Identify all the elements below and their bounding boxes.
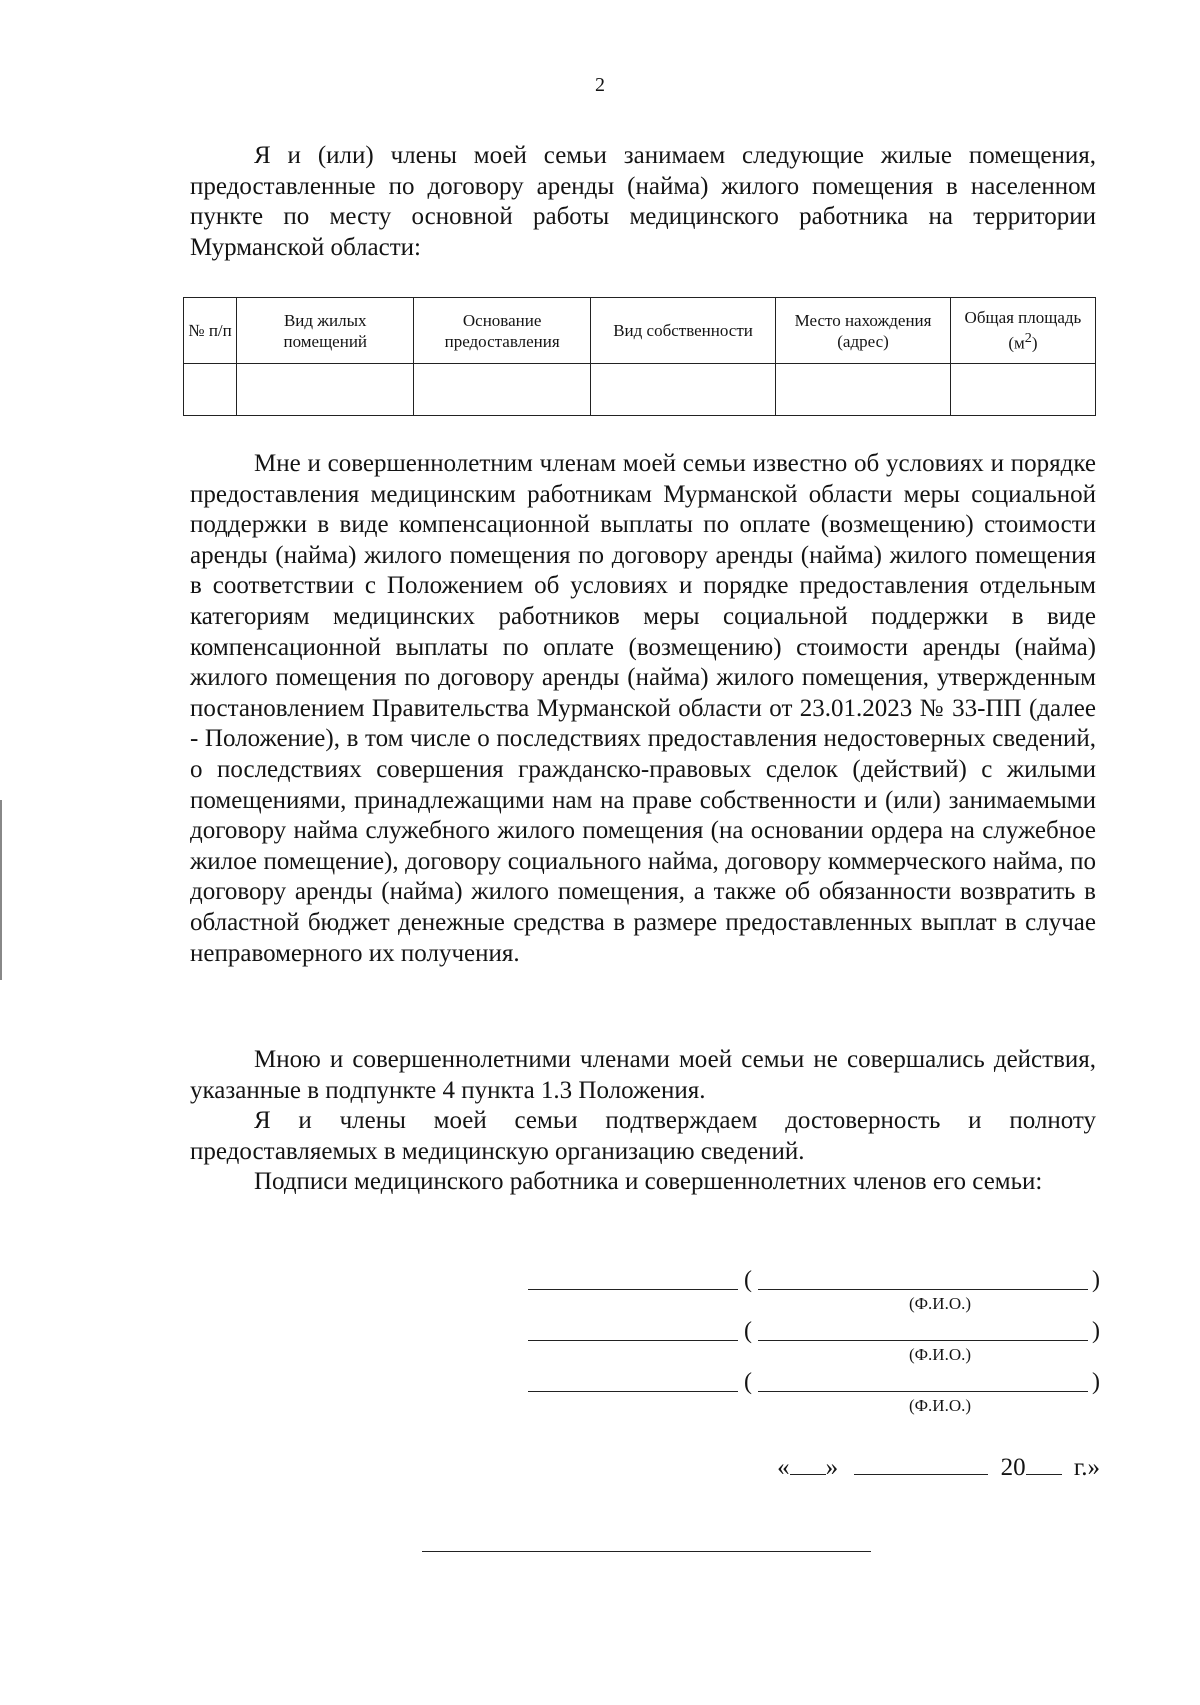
table-cell[interactable] [590,364,775,416]
signature-row-2[interactable]: ( ) [528,1317,1100,1341]
date-line: « » 20 г.» [777,1454,1100,1481]
scan-edge-mark [0,800,2,980]
fio-line[interactable] [758,1340,1088,1341]
fio-line[interactable] [758,1391,1088,1392]
signature-line[interactable] [528,1289,738,1290]
table-cell[interactable] [237,364,414,416]
col-address: Место нахождения (адрес) [776,298,951,364]
fio-label: (Ф.И.О.) [908,1345,972,1364]
signature-row-1[interactable]: ( ) [528,1266,1100,1290]
col-area: Общая площадь $(м^2)$ [950,298,1095,364]
table-cell[interactable] [950,364,1095,416]
table-row [184,364,1096,416]
housing-table [183,297,1096,416]
signature-row-3[interactable]: ( ) [528,1368,1100,1392]
fio-label: (Ф.И.О.) [908,1294,972,1313]
month-field[interactable] [854,1452,988,1475]
paragraph-conditions: Мне и совершеннолетним членам моей семьи известно об условиях и порядке предоставления медицинским работникам Мурманской области меры социальной поддержки в виде компенсационной выплаты по оплате (возмещению) стоимости аренды (найма) жилого помещения по договору аренды (найма) жилого помещения в соответствии с Положением об условиях и порядке предоставления отдельным категориям медицинских работников меры социальной поддержки в виде компенсационной выплаты по оплате (возмещению) стоимости аренды (найма) жилого помещения по договору аренды (найма) жилого помещения, утвержденным постановлением Правительства Мурманской области от 23.01.2023 № 33-ПП (далее - Положение), в том числе о последствиях предоставления недостоверных сведений, о последствиях совершения гражданско-правовых сделок (действий) с жилыми помещениями, принадлежащими нам на праве собственности и (или) занимаемыми договору найма служебного жилого помещения (на основании ордера на служебное жилое помещение), договору социального найма, договору коммерческого найма, по договору аренды (найма) жилого помещения, а также об обязанности возвратить в областной бюджет денежные средства в размере предоставленных выплат в случае неправомерного их получения. [190,450,1096,967]
fio-line[interactable] [758,1289,1088,1290]
paragraph-housing-intro: Я и (или) члены моей семьи занимаем следующие жилые помещения, предоставленные по договору аренды (найма) жилого помещения в населенном пункте по месту основной работы медицинского работника на территории Мурманской области: [190,142,1096,261]
year-field[interactable] [1026,1452,1062,1475]
col-housing-type: Вид жилых помещений [237,298,414,364]
col-number: № п/п [184,298,237,364]
fio-label: (Ф.И.О.) [908,1396,972,1415]
table-cell[interactable] [776,364,951,416]
signature-line[interactable] [528,1391,738,1392]
page-number: 2 [595,74,605,96]
paragraph-confirmation: Я и члены моей семьи подтверждаем достоверность и полноту предоставляемых в медицинскую организацию сведений. [190,1107,1096,1165]
col-ownership-type: Вид собственности [590,298,775,364]
day-field[interactable] [790,1452,826,1475]
closing-rule [422,1551,871,1552]
col-basis: Основание предоставления [414,298,590,364]
table-cell[interactable] [414,364,590,416]
paragraph-signatures-intro: Подписи медицинского работника и совершеннолетних членов его семьи: [254,1168,1043,1195]
table-cell[interactable] [184,364,237,416]
table-header-row [184,298,1096,364]
paragraph-no-actions: Мною и совершеннолетними членами моей семьи не совершались действия, указанные в подпункте 4 пункта 1.3 Положения. [190,1046,1096,1104]
signature-line[interactable] [528,1340,738,1341]
